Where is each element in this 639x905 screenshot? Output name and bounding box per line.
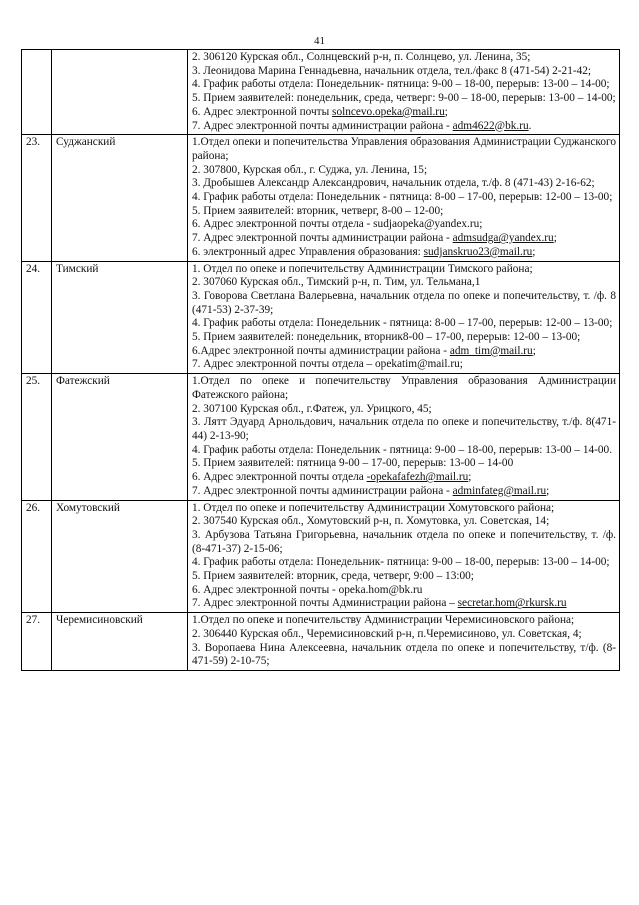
detail-line <box>192 457 616 471</box>
detail-text: 3. Воропаева Нина Алексеевна, начальник отдела по опеке и попечительству, т/ф. (8-471-59) 2-10-75; <box>192 641 616 668</box>
row-number: 25. <box>22 374 52 500</box>
detail-punctuation: ; <box>468 471 472 484</box>
district-name: Хомутовский <box>52 500 188 613</box>
table-row <box>22 374 620 500</box>
detail-text: 3. Говорова Светлана Валерьевна, начальник отдела по опеке и попечительству, т. /ф. 8 (471-53) 2-37-39; <box>192 289 616 316</box>
detail-text: 5. Прием заявителей: понедельник, среда, четверг: 9-00 – 18-00, перерыв: 13-00 – 14-00; <box>192 92 616 105</box>
detail-text: 6. Адрес электронной почты отдела - sudjaopeka@yandex.ru; <box>192 218 483 231</box>
detail-punctuation: ; <box>532 344 536 357</box>
table-row <box>22 500 620 613</box>
detail-line <box>192 628 616 642</box>
office-details <box>188 500 620 613</box>
detail-text: 7. Адрес электронной почты администрации района - <box>192 484 453 497</box>
detail-line <box>192 246 616 260</box>
detail-line <box>192 416 616 443</box>
detail-text: 6. Адрес электронной почты - opeka.hom@bk.ru <box>192 583 423 596</box>
detail-text: 1.Отдел по опеке и попечительству Управления образования Администрации Фатежского района; <box>192 375 616 401</box>
detail-text: 6.Адрес электронной почты администрации района - <box>192 344 450 357</box>
detail-line <box>192 78 616 92</box>
email-link[interactable]: admsudga@yandex.ru <box>452 232 554 245</box>
detail-line <box>192 317 616 331</box>
detail-text: 3. Лятт Эдуард Арнольдович, начальник отдела по опеке и попечительству, т./ф. 8(471-44) 2-13-90; <box>192 416 616 442</box>
detail-text: 7. Адрес электронной почты администрации района - <box>192 232 453 245</box>
detail-text: 5. Прием заявителей: пятница 9-00 – 17-00, перерыв: 13-00 – 14-00 <box>192 457 514 470</box>
email-link[interactable]: adminfateg@mail.ru <box>452 484 547 497</box>
page-number: 41 <box>314 35 325 47</box>
detail-text: 1. Отдел по опеке и попечительству Администрации Тимского района; <box>192 262 533 275</box>
district-name: Тимский <box>52 261 188 374</box>
detail-punctuation: ; <box>532 245 536 258</box>
email-link[interactable]: sudjanskruo23@mail.ru <box>423 245 533 258</box>
district-name <box>52 50 188 135</box>
email-link[interactable]: solncevo.opeka@mail.ru <box>332 105 445 118</box>
detail-line <box>192 444 616 458</box>
row-number: 24. <box>22 261 52 374</box>
detail-line <box>192 218 616 232</box>
table-row <box>22 50 620 135</box>
detail-line <box>192 515 616 529</box>
detail-line <box>192 345 616 359</box>
detail-line <box>192 92 616 106</box>
district-name: Фатежский <box>52 374 188 500</box>
detail-text: 4. График работы отдела: Понедельник - пятница: 8-00 – 17-00, перерыв: 12-00 – 13-00; <box>192 317 613 330</box>
detail-text: 2. 307100 Курская обл., г.Фатеж, ул. Урицкого, 45; <box>192 402 432 415</box>
detail-text: 2. 307060 Курская обл., Тимский р-н, п. Тим, ул. Тельмана,1 <box>192 276 481 289</box>
office-details <box>188 261 620 374</box>
detail-punctuation: ; <box>553 232 557 245</box>
detail-line <box>192 502 616 516</box>
detail-text: 1.Отдел опеки и попечительства Управления образования Администрации Суджанского района; <box>192 136 616 162</box>
detail-punctuation: . <box>528 119 532 132</box>
detail-text: 3. Арбузова Татьяна Григорьевна, начальник отдела по опеке и попечительству, т. /ф. (8-471-37) 2-15-06; <box>192 528 616 555</box>
detail-line <box>192 205 616 219</box>
detail-text: 4. График работы отдела: Понедельник- пятница: 9-00 – 18-00, перерыв: 13-00 – 14-00; <box>192 556 610 569</box>
detail-line <box>192 136 616 163</box>
office-details <box>188 135 620 261</box>
detail-text: 2. 307540 Курская обл., Хомутовский р-н, п. Хомутовка, ул. Советская, 14; <box>192 515 550 528</box>
row-number: 27. <box>22 613 52 671</box>
detail-text: 4. График работы отдела: Понедельник - пятница: 9-00 – 18-00, перерыв: 13-00 – 14-00. <box>192 443 613 456</box>
office-details <box>188 613 620 671</box>
detail-text: 2. 307800, Курская обл., г. Суджа, ул. Ленина, 15; <box>192 163 428 176</box>
detail-punctuation: ; <box>444 105 448 118</box>
detail-line <box>192 642 616 669</box>
detail-line <box>192 331 616 345</box>
detail-punctuation: ; <box>546 484 550 497</box>
district-name: Суджанский <box>52 135 188 261</box>
row-number: 26. <box>22 500 52 613</box>
detail-line <box>192 556 616 570</box>
detail-line <box>192 584 616 598</box>
office-details <box>188 374 620 500</box>
detail-text: 3. Леонидова Марина Геннадьевна, начальник отдела, тел./факс 8 (471-54) 2-21-42; <box>192 64 592 77</box>
detail-text: 7. Адрес электронной почты Администрации района – <box>192 597 458 610</box>
detail-text: 1.Отдел по опеке и попечительству Администрации Черемисиновского района; <box>192 614 575 627</box>
detail-text: 6. электронный адрес Управления образования: <box>192 245 424 258</box>
detail-line <box>192 177 616 191</box>
district-name: Черемисиновский <box>52 613 188 671</box>
detail-line <box>192 403 616 417</box>
detail-line <box>192 232 616 246</box>
table-row <box>22 613 620 671</box>
detail-text: 4. График работы отдела: Понедельник - пятница: 8-00 – 17-00, перерыв: 12-00 – 13-00; <box>192 191 613 204</box>
detail-line <box>192 375 616 402</box>
detail-line <box>192 65 616 79</box>
detail-text: 7. Адрес электронной почты отдела – opekatim@mail.ru; <box>192 358 463 371</box>
row-number <box>22 50 52 135</box>
detail-text: 6. Адрес электронной почты <box>192 105 333 118</box>
detail-line <box>192 471 616 485</box>
detail-line <box>192 597 616 611</box>
detail-line <box>192 106 616 120</box>
table-row <box>22 261 620 374</box>
detail-text: 4. График работы отдела: Понедельник- пятница: 9-00 – 18-00, перерыв: 13-00 – 14-00; <box>192 78 610 91</box>
detail-line <box>192 191 616 205</box>
email-link[interactable]: secretar.hom@rkursk.ru <box>457 597 567 610</box>
detail-line <box>192 164 616 178</box>
detail-text: 5. Прием заявителей: вторник, четверг, 8-00 – 12-00; <box>192 204 444 217</box>
detail-text: 5. Прием заявителей: понедельник, вторник8-00 – 17-00, перерыв: 12-00 – 13-00; <box>192 331 581 344</box>
email-link[interactable]: -opekafafezh@mail.ru <box>366 471 469 484</box>
detail-line <box>192 570 616 584</box>
detail-text: 3. Дробышев Александр Александрович, начальник отдела, т./ф. 8 (471-43) 2-16-62; <box>192 177 595 190</box>
detail-text: 2. 306440 Курская обл., Черемисиновский р-н, п.Черемисиново, ул. Советская, 4; <box>192 627 582 640</box>
registry-body <box>22 50 620 671</box>
detail-line <box>192 614 616 628</box>
detail-line <box>192 485 616 499</box>
detail-line <box>192 290 616 317</box>
detail-text: 5. Прием заявителей: вторник, среда, четверг, 9:00 – 13:00; <box>192 570 474 583</box>
guardianship-registry-table <box>21 49 620 671</box>
row-number: 23. <box>22 135 52 261</box>
detail-line <box>192 263 616 277</box>
detail-line <box>192 358 616 372</box>
detail-text: 2. 306120 Курская обл., Солнцевский р-н, п. Солнцево, ул. Ленина, 35; <box>192 51 531 63</box>
detail-line <box>192 529 616 556</box>
detail-line <box>192 120 616 134</box>
detail-line <box>192 51 616 65</box>
office-details <box>188 50 620 135</box>
detail-line <box>192 276 616 290</box>
detail-text: 7. Адрес электронной почты администрации района - <box>192 119 453 132</box>
email-link[interactable]: adm_tim@mail.ru <box>449 344 533 357</box>
detail-text: 6. Адрес электронной почты отдела <box>192 471 367 484</box>
detail-text: 1. Отдел по опеке и попечительству Администрации Хомутовского района; <box>192 501 555 514</box>
table-row <box>22 135 620 261</box>
email-link[interactable]: adm4622@bk.ru <box>452 119 529 132</box>
